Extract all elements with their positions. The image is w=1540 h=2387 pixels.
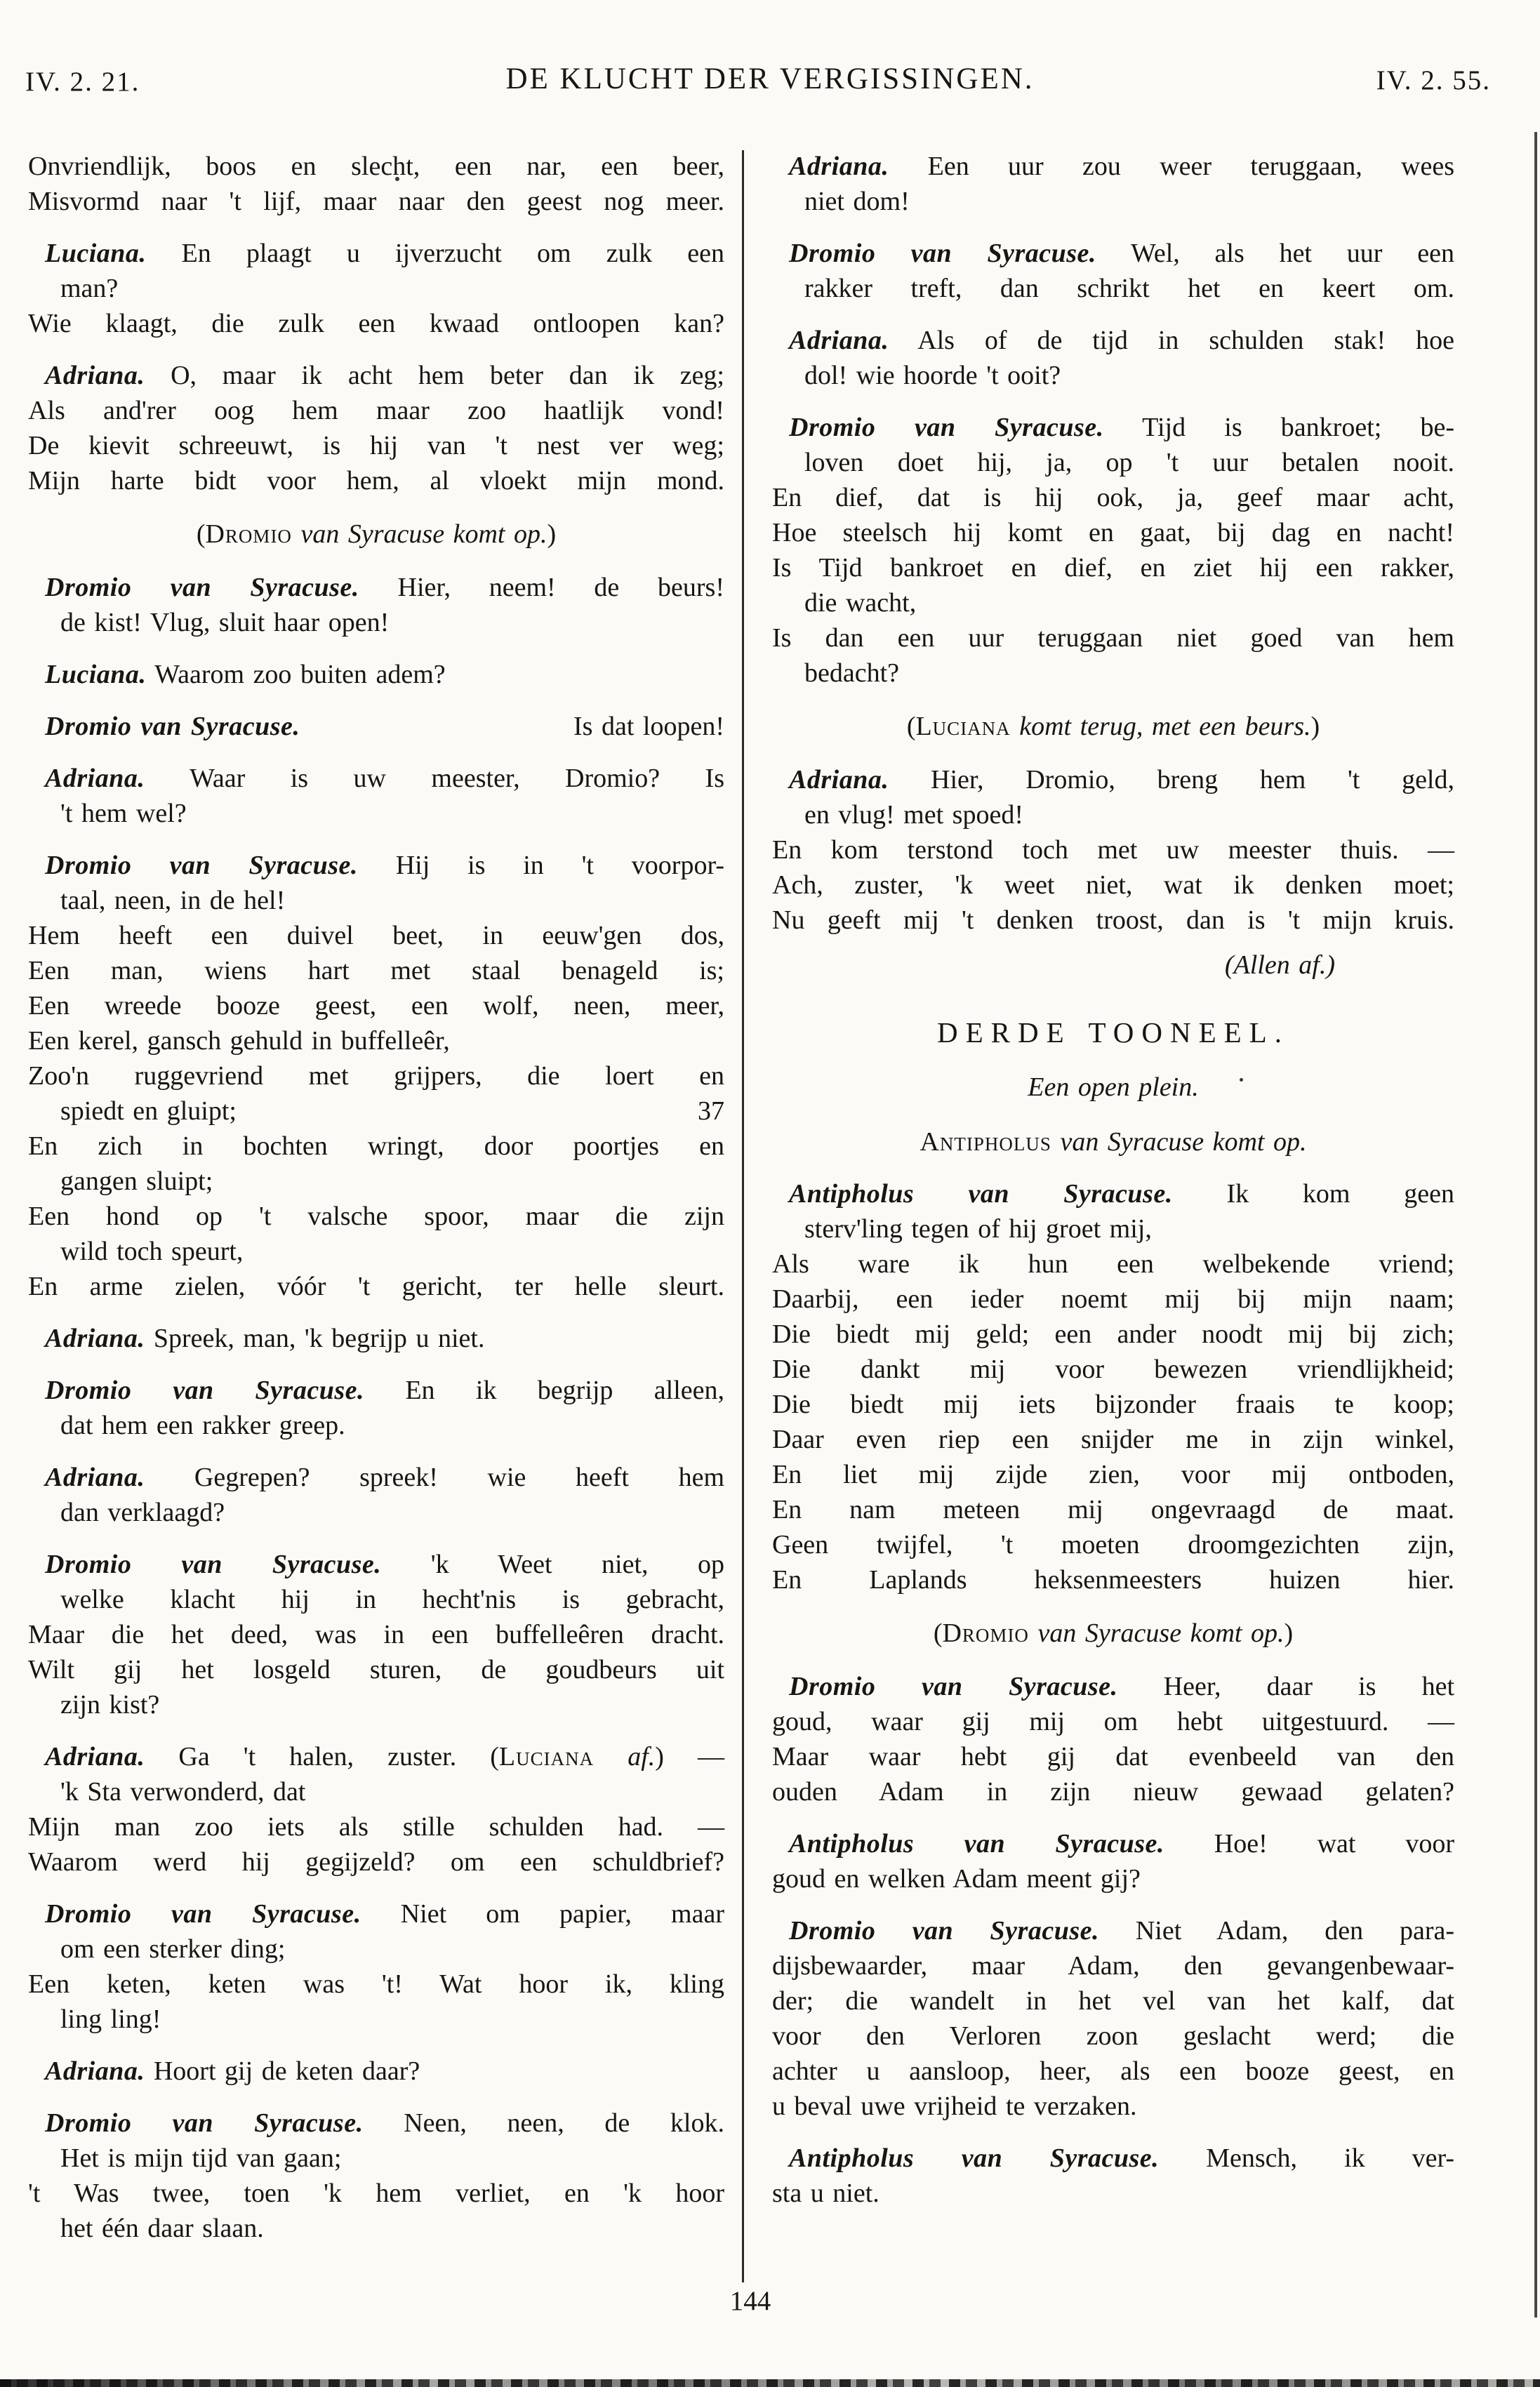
text-line xyxy=(772,358,1454,393)
stage-direction xyxy=(772,709,1454,744)
text-run: Nu geeft mij 't denken troost, dan is 't mijn kruis. xyxy=(772,905,1454,935)
text-line xyxy=(28,1495,724,1530)
text-line xyxy=(772,1774,1454,1809)
text-run: zijn kist? xyxy=(60,1690,160,1720)
speaker-name: Dromio van Syracuse. xyxy=(45,2108,364,2138)
speech-block xyxy=(28,1896,724,2037)
speaker-name: Adriana. xyxy=(45,1742,145,1771)
text-line xyxy=(772,1317,1454,1352)
text-run: wild toch speurt, xyxy=(60,1237,244,1266)
speech-block xyxy=(28,1547,724,1722)
text-line xyxy=(772,1422,1454,1457)
text-run: Zoo'n ruggevriend met grijpers, die loert en xyxy=(28,1061,724,1091)
text-line xyxy=(28,657,724,692)
stage-italic-text: Een open plein. xyxy=(1028,1072,1199,1102)
text-line xyxy=(772,1124,1454,1159)
stage-italic-text: van Syracuse komt op. xyxy=(1051,1127,1307,1157)
text-line xyxy=(772,867,1454,903)
text-run: Hoort gij de keten daar? xyxy=(145,2056,420,2086)
text-run: sta u niet. xyxy=(772,2179,879,2208)
text-line xyxy=(772,1913,1454,1948)
speech-block xyxy=(28,570,724,640)
text-line xyxy=(28,1023,724,1058)
text-run: Wie klaagt, die zulk een kwaad ontloopen kan? xyxy=(28,309,724,338)
text-line xyxy=(28,1058,724,1093)
text-line xyxy=(28,796,724,831)
right-column xyxy=(772,149,1454,2211)
text-run: voor den Verloren zoon geslacht werd; die xyxy=(772,2021,1454,2051)
text-line xyxy=(772,149,1454,184)
character-smallcaps: Dromio xyxy=(205,519,292,549)
text-run: En kom terstond toch met uw meester thuis. — xyxy=(772,835,1454,865)
text-run: En ik begrijp alleen, xyxy=(364,1376,724,1405)
text-line xyxy=(772,1616,1454,1651)
text-line xyxy=(772,2054,1454,2089)
speaker-name: Antipholus van Syracuse. xyxy=(789,1179,1173,1209)
text-line xyxy=(772,550,1454,585)
text-run: Hier, Dromio, breng hem 't geld, xyxy=(889,765,1454,794)
speaker-name: Antipholus van Syracuse. xyxy=(789,2143,1160,2173)
text-run: Is dan een uur teruggaan niet goed van hem xyxy=(772,623,1454,653)
text-run: Spreek, man, 'k begrijp u niet. xyxy=(145,1324,485,1353)
header-act-scene-left: IV. 2. 21. xyxy=(25,67,140,97)
text-run: het één daar slaan. xyxy=(60,2214,264,2243)
speaker-name: Dromio van Syracuse. xyxy=(45,573,359,602)
text-run: Ga 't halen, zuster. ( xyxy=(145,1742,499,1771)
speaker-name: Dromio van Syracuse. xyxy=(45,1550,382,1579)
text-line xyxy=(28,761,724,796)
speaker-name: Adriana. xyxy=(45,2056,145,2086)
speech-block xyxy=(28,709,724,744)
text-run: taal, neen, in de hel! xyxy=(60,886,286,915)
text-run: Heer, daar is het xyxy=(1117,1672,1455,1701)
text-line xyxy=(28,570,724,605)
text-run: rakker treft, dan schrikt het en keert om. xyxy=(804,274,1454,303)
text-run: Geen twijfel, 't moeten droomgezichten zijn, xyxy=(772,1530,1454,1560)
text-line xyxy=(28,1373,724,1408)
speaker-name: Dromio van Syracuse. xyxy=(789,1672,1118,1701)
text-run: spiedt en gluipt; xyxy=(60,1096,237,1126)
text-line xyxy=(772,832,1454,867)
text-run: Wel, als het uur een xyxy=(1096,239,1454,268)
text-run: Een wreede booze geest, een wolf, neen, meer, xyxy=(28,991,724,1020)
text-line xyxy=(28,271,724,306)
text-run: Een hond op 't valsche spoor, maar die zijn xyxy=(28,1202,724,1231)
speaker-name: Adriana. xyxy=(45,1463,145,1492)
text-run: om een sterker ding; xyxy=(60,1934,286,1964)
text-line xyxy=(772,762,1454,797)
speech-block xyxy=(28,1739,724,1880)
text-run: u beval uwe vrijheid te verzaken. xyxy=(772,2092,1137,2121)
text-line xyxy=(772,948,1335,983)
text-run: Gegrepen? spreek! wie heeft hem xyxy=(145,1463,724,1492)
speech-block xyxy=(28,1460,724,1530)
text-line xyxy=(28,1408,724,1443)
text-line xyxy=(28,1234,724,1269)
text-run: ling ling! xyxy=(60,2004,161,2034)
text-run: Ach, zuster, 'k weet niet, wat ik denken moet; xyxy=(772,870,1454,900)
character-smallcaps: Dromio xyxy=(942,1618,1029,1648)
text-run: man? xyxy=(60,274,119,303)
text-run: ) — xyxy=(655,1742,724,1771)
text-run: Die biedt mij iets bijzonder fraais te koop; xyxy=(772,1390,1454,1419)
text-line xyxy=(772,1246,1454,1282)
speaker-name: Dromio van Syracuse. xyxy=(45,1376,364,1405)
text-run: En arme zielen, vóór 't gericht, ter helle sleurt. xyxy=(28,1272,724,1301)
text-run: dijsbewaarder, maar Adam, den gevangenbewaar- xyxy=(772,1951,1454,1981)
text-run: DERDE TOONEEL. xyxy=(937,1016,1289,1049)
text-run: Is dat loopen! xyxy=(573,712,724,741)
speaker-name: Dromio van Syracuse. xyxy=(45,1899,361,1929)
text-run: die wacht, xyxy=(804,588,917,618)
text-line xyxy=(772,236,1454,271)
text-run: Daarbij, een ieder noemt mij bij mijn naam; xyxy=(772,1284,1454,1314)
speech-block xyxy=(772,149,1454,219)
text-line xyxy=(772,709,1454,744)
text-line xyxy=(28,306,724,341)
text-line xyxy=(28,1967,724,2002)
text-line xyxy=(28,393,724,428)
character-smallcaps: Luciana xyxy=(498,1742,595,1771)
text-line xyxy=(772,620,1454,656)
text-run: Een uur zou weer teruggaan, wees xyxy=(889,152,1454,181)
speech-block xyxy=(772,1669,1454,1809)
text-run: Hoe! wat voor xyxy=(1164,1829,1455,1859)
text-run: sterv'ling tegen of hij groet mij, xyxy=(804,1214,1152,1244)
speech-block xyxy=(28,2106,724,2246)
text-run: Hoe steelsch hij komt en gaat, bij dag en nacht! xyxy=(772,518,1454,547)
text-run: En liet mij zijde zien, voor mij ontboden, xyxy=(772,1460,1454,1489)
text-run: Neen, neen, de klok. xyxy=(363,2108,724,2138)
text-run: goud, waar gij mij om hebt uitgestuurd. — xyxy=(772,1707,1454,1736)
text-line xyxy=(28,1896,724,1931)
text-line xyxy=(772,1983,1454,2019)
scene-setting xyxy=(772,1070,1454,1105)
text-line xyxy=(28,2211,724,2246)
text-line xyxy=(28,149,724,184)
speaker-name: Adriana. xyxy=(789,765,889,794)
text-line xyxy=(772,2089,1454,2124)
text-line xyxy=(772,410,1454,445)
text-line xyxy=(772,445,1454,480)
stage-italic-text: komt terug, met een beurs. xyxy=(1010,712,1311,741)
text-line xyxy=(28,1321,724,1356)
speech-block xyxy=(772,1826,1454,1896)
text-run: Misvormd naar 't lijf, maar naar den geest nog meer. xyxy=(28,187,724,216)
text-run: Onvriendlijk, boos en slecht, een nar, een beer, xyxy=(28,152,724,181)
text-line xyxy=(28,1582,724,1617)
text-line xyxy=(28,988,724,1023)
text-line xyxy=(772,2019,1454,2054)
verse-block xyxy=(28,149,724,219)
text-run: dol! wie hoorde 't ooit? xyxy=(804,361,1061,390)
text-line xyxy=(772,585,1454,620)
text-line xyxy=(772,1352,1454,1387)
text-line xyxy=(28,883,724,918)
text-line xyxy=(772,1015,1454,1050)
text-line xyxy=(28,605,724,640)
text-run: O, maar ik acht hem beter dan ik zeg; xyxy=(145,361,724,390)
text-run: Die dankt mij voor bewezen vriendlijkheid; xyxy=(772,1355,1454,1384)
speaker-name: Dromio van Syracuse. xyxy=(45,712,300,741)
text-run: Hij is in 't voorpor- xyxy=(357,851,724,880)
text-line xyxy=(28,1844,724,1880)
speech-block xyxy=(772,410,1454,691)
right-margin-note xyxy=(698,1093,724,1129)
speaker-name: Adriana. xyxy=(45,361,145,390)
text-line xyxy=(28,1809,724,1844)
text-run: 37 xyxy=(698,1096,724,1126)
text-line xyxy=(28,517,724,552)
text-line xyxy=(28,1460,724,1495)
speech-block xyxy=(28,2054,724,2089)
text-line xyxy=(772,1176,1454,1211)
column-divider xyxy=(742,150,744,2282)
text-line xyxy=(28,1547,724,1582)
text-run: ) xyxy=(547,519,557,549)
speaker-name: Luciana. xyxy=(45,239,147,268)
text-run: Mijn harte bidt voor hem, al vloekt mijn mond. xyxy=(28,466,724,496)
speech-block xyxy=(772,762,1454,938)
text-line xyxy=(772,2176,1454,2211)
character-smallcaps: Antipholus xyxy=(920,1127,1051,1157)
speech-block xyxy=(28,1321,724,1356)
text-line xyxy=(772,1492,1454,1527)
speech-block xyxy=(28,848,724,1304)
text-run: 'k Sta verwonderd, dat xyxy=(60,1777,306,1807)
text-run: de kist! Vlug, sluit haar open! xyxy=(60,608,390,637)
text-run: loven doet hij, ja, op 't uur betalen nooit. xyxy=(804,448,1454,477)
text-run: Een kerel, gansch gehuld in buffelleêr, xyxy=(28,1026,450,1056)
speech-block xyxy=(772,236,1454,306)
text-run: Als of de tijd in schulden stak! hoe xyxy=(889,326,1454,355)
text-run: ( xyxy=(196,519,206,549)
scene-heading xyxy=(772,1015,1454,1050)
speaker-name: Luciana. xyxy=(45,660,147,689)
text-run: Niet Adam, den para- xyxy=(1099,1916,1455,1946)
speech-block xyxy=(28,761,724,831)
text-run: Een man, wiens hart met staal benageld is; xyxy=(28,956,724,985)
text-line xyxy=(28,184,724,219)
text-line xyxy=(28,428,724,463)
text-line xyxy=(772,1387,1454,1422)
text-run: En plaagt u ijverzucht om zulk een xyxy=(146,239,724,268)
speaker-name: Antipholus van Syracuse. xyxy=(789,1829,1164,1859)
text-line xyxy=(28,2106,724,2141)
text-line xyxy=(772,1826,1454,1861)
page-title: DE KLUCHT DER VERGISSINGEN. xyxy=(505,62,1035,95)
text-run: welke klacht hij in hecht'nis is gebracht, xyxy=(60,1585,724,1614)
speaker-name: Dromio van Syracuse. xyxy=(45,851,358,880)
text-line xyxy=(28,1199,724,1234)
text-run: Tijd is bankroet; be- xyxy=(1103,413,1454,442)
text-run: Hier, neem! de beurs! xyxy=(359,573,724,602)
stage-italic-text: (Allen af.) xyxy=(1224,950,1335,980)
page-number: 144 xyxy=(729,2286,771,2316)
text-run: dat hem een rakker greep. xyxy=(60,1411,345,1440)
text-run: Waar is uw meester, Dromio? Is xyxy=(145,764,724,793)
text-line xyxy=(772,1669,1454,1704)
text-line xyxy=(28,2002,724,2037)
text-line xyxy=(28,236,724,271)
text-line xyxy=(28,953,724,988)
speech-block xyxy=(772,1176,1454,1597)
text-line xyxy=(772,1527,1454,1562)
speaker-name: Adriana. xyxy=(45,764,145,793)
stage-direction xyxy=(772,1616,1454,1651)
text-run: Hem heeft een duivel beet, in eeuw'gen dos, xyxy=(28,921,724,950)
text-line xyxy=(772,1861,1454,1896)
text-run: En zich in bochten wringt, door poortjes en xyxy=(28,1131,724,1161)
text-line xyxy=(772,1562,1454,1597)
stage-italic-text: van Syracuse komt op. xyxy=(291,519,547,549)
text-run: ( xyxy=(933,1618,943,1648)
text-line xyxy=(28,358,724,393)
text-line xyxy=(28,1652,724,1687)
text-line xyxy=(28,2176,724,2211)
text-run: gangen sluipt; xyxy=(60,1166,213,1196)
text-line xyxy=(28,1774,724,1809)
stage-italic-text: af. xyxy=(594,1742,656,1771)
speech-block xyxy=(28,657,724,692)
speaker-name: Adriana. xyxy=(789,326,889,355)
text-line xyxy=(772,271,1454,306)
speaker-name: Adriana. xyxy=(45,1324,145,1353)
text-line xyxy=(772,480,1454,515)
text-run: achter u aansloop, heer, als een booze geest, en xyxy=(772,2056,1454,2086)
text-run: Het is mijn tijd van gaan; xyxy=(60,2143,342,2173)
text-line xyxy=(772,1211,1454,1246)
text-run: dan verklaagd? xyxy=(60,1498,225,1527)
text-line xyxy=(28,1687,724,1722)
text-run: 't hem wel? xyxy=(60,799,187,828)
text-line xyxy=(772,1070,1454,1105)
header-act-scene-right: IV. 2. 55. xyxy=(1376,65,1491,95)
text-run: 't Was twee, toen 'k hem verliet, en 'k hoor xyxy=(28,2179,724,2208)
text-line xyxy=(772,184,1454,219)
text-run: Is Tijd bankroet en dief, en ziet hij een rakker, xyxy=(772,553,1454,583)
stage-italic-text: van Syracuse komt op. xyxy=(1028,1618,1285,1648)
text-run: De kievit schreeuwt, is hij van 't nest ver weg; xyxy=(28,431,724,460)
text-run: Mijn man zoo iets als stille schulden had. — xyxy=(28,1812,724,1842)
text-run: Daar even riep een snijder me in zijn winkel, xyxy=(772,1425,1454,1454)
cast-entry xyxy=(772,1124,1454,1159)
text-run: ) xyxy=(1310,712,1320,741)
text-line xyxy=(772,1948,1454,1983)
text-line xyxy=(28,1269,724,1304)
text-run: goud en welken Adam meent gij? xyxy=(772,1864,1141,1894)
text-run: Mensch, ik ver- xyxy=(1159,2143,1455,2173)
text-run: Waarom werd hij gegijzeld? om een schuldbrief? xyxy=(28,1847,724,1877)
text-line xyxy=(772,1704,1454,1739)
stage-direction xyxy=(28,517,724,552)
text-line xyxy=(772,515,1454,550)
text-line xyxy=(28,1164,724,1199)
text-line xyxy=(772,323,1454,358)
scan-bottom-bleed-strip xyxy=(0,2379,1540,2387)
text-line xyxy=(28,1129,724,1164)
text-run: En dief, dat is hij ook, ja, geef maar acht, xyxy=(772,483,1454,512)
text-run: en vlug! met spoed! xyxy=(804,800,1023,830)
left-column xyxy=(28,149,724,2246)
text-line xyxy=(772,903,1454,938)
text-line xyxy=(772,1457,1454,1492)
text-line xyxy=(772,656,1454,691)
speech-block xyxy=(28,358,724,498)
text-run: Waarom zoo buiten adem? xyxy=(146,660,446,689)
character-smallcaps: Luciana xyxy=(915,712,1011,741)
text-line xyxy=(28,1931,724,1967)
text-run: Maar waar hebt gij dat evenbeeld van den xyxy=(772,1742,1454,1771)
text-line xyxy=(28,709,724,744)
text-line xyxy=(28,463,724,498)
text-line xyxy=(772,2141,1454,2176)
text-run: niet dom! xyxy=(804,187,910,216)
speech-block xyxy=(28,236,724,341)
text-run: ) xyxy=(1284,1618,1294,1648)
speech-block xyxy=(772,1913,1454,2124)
text-line xyxy=(28,848,724,883)
text-run: Als and'rer oog hem maar zoo haatlijk vond! xyxy=(28,396,724,425)
text-line xyxy=(772,797,1454,832)
text-line xyxy=(772,1739,1454,1774)
text-run: ouden Adam in zijn nieuw gewaad gelaten? xyxy=(772,1777,1454,1807)
text-line xyxy=(28,2141,724,2176)
speaker-name: Dromio van Syracuse. xyxy=(789,413,1104,442)
text-run: ( xyxy=(906,712,916,741)
speech-block xyxy=(772,2141,1454,2211)
text-run: Ik kom geen xyxy=(1172,1179,1454,1209)
text-run: Maar die het deed, was in een buffelleêren dracht. xyxy=(28,1620,724,1649)
speaker-name: Dromio van Syracuse. xyxy=(789,1916,1099,1946)
speaker-name: Dromio van Syracuse. xyxy=(789,239,1096,268)
text-run: Wilt gij het losgeld sturen, de goudbeurs uit xyxy=(28,1655,724,1684)
stage-direction-exit xyxy=(772,948,1454,983)
speech-block xyxy=(772,323,1454,393)
text-run: Die biedt mij geld; een ander noodt mij bij zich; xyxy=(772,1319,1454,1349)
text-run: Als ware ik hun een welbekende vriend; xyxy=(772,1249,1454,1279)
text-line xyxy=(28,1093,724,1129)
speaker-name: Adriana. xyxy=(789,152,889,181)
right-margin-note xyxy=(573,709,724,744)
text-line xyxy=(28,918,724,953)
text-line xyxy=(28,1617,724,1652)
text-run: Niet om papier, maar xyxy=(361,1899,724,1929)
text-run: En Laplands heksenmeesters huizen hier. xyxy=(772,1565,1454,1595)
text-run: der; die wandelt in het vel van het kalf, dat xyxy=(772,1986,1454,2016)
text-line xyxy=(28,2054,724,2089)
text-run: Een keten, keten was 't! Wat hoor ik, kling xyxy=(28,1969,724,1999)
text-line xyxy=(28,1739,724,1774)
scan-edge-line xyxy=(1534,132,1537,2318)
text-line xyxy=(772,1282,1454,1317)
speech-block xyxy=(28,1373,724,1443)
text-run: bedacht? xyxy=(804,658,900,688)
text-run: En nam meteen mij ongevraagd de maat. xyxy=(772,1495,1454,1524)
text-run: 'k Weet niet, op xyxy=(381,1550,724,1579)
